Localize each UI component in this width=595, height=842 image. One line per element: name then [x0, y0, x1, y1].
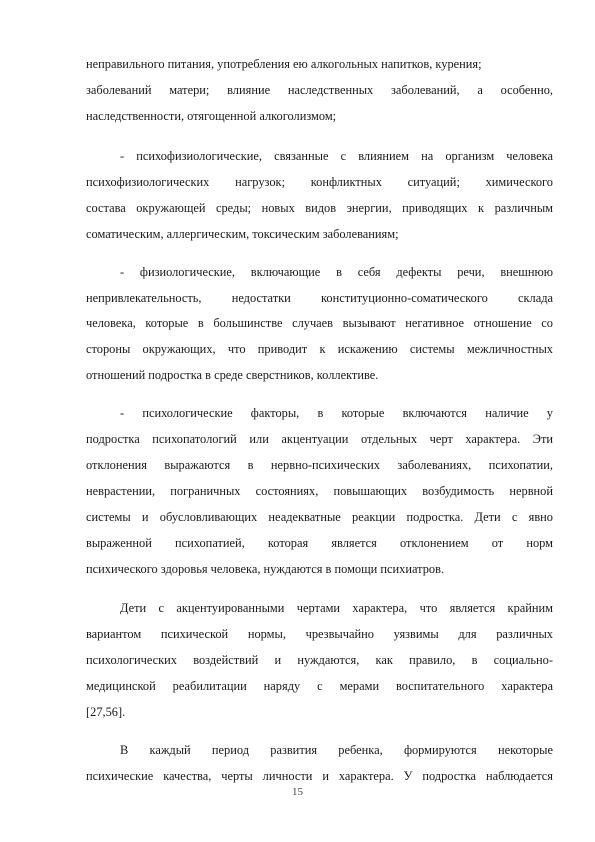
- text-line: психологических воздействий и нуждаются, как правило, в социально-: [86, 653, 553, 667]
- text-line: психофизиологических нагрузок; конфликтных ситуаций; химического: [86, 175, 553, 189]
- text-line: - психофизиологические, связанные с влиянием на организм человека: [120, 149, 553, 163]
- text-line: системы и обусловливающих неадекватные реакции подростка. Дети с явно: [86, 510, 553, 524]
- text-line: - физиологические, включающие в себя дефекты речи, внешнюю: [120, 265, 553, 279]
- text-line: отношений подростка в среде сверстников, коллективе.: [86, 368, 379, 382]
- text-line: медицинской реабилитации наряду с мерами воспитательного характера: [86, 679, 553, 693]
- text-line: психические качества, черты личности и характера. У подростка наблюдается: [86, 769, 553, 783]
- text-line: соматическим, аллергическим, токсическим заболеваниям;: [86, 227, 399, 241]
- text-line: неправильного питания, употребления ею алкогольных напитков, курения;: [86, 57, 482, 71]
- text-line: стороны окружающих, что приводит к искажению системы межличностных: [86, 342, 553, 356]
- text-line: человека, которые в большинстве случаев вызывают негативное отношение со: [86, 316, 553, 330]
- text-line: психического здоровья человека, нуждаются в помощи психиатров.: [86, 562, 445, 576]
- text-line: подростка психопатологий или акцентуации отдельных черт характера. Эти: [86, 432, 553, 446]
- text-line: неврастении, пограничных состояниях, повышающих возбудимость нервной: [86, 484, 553, 498]
- text-line: [27,56].: [86, 705, 126, 719]
- page-number: 15: [292, 786, 303, 798]
- text-line: непривлекательность, недостатки конституционно-соматического склада: [86, 291, 553, 305]
- text-line: В каждый период развития ребенка, формируются некоторые: [120, 743, 553, 757]
- text-line: наследственности, отягощенной алкоголизмом;: [86, 109, 337, 123]
- text-line: вариантом психической нормы, чрезвычайно уязвимы для различных: [86, 627, 553, 641]
- text-line: - психологические факторы, в которые включаются наличие у: [120, 406, 553, 420]
- text-line: заболеваний матери; влияние наследственных заболеваний, а особенно,: [86, 83, 553, 97]
- text-line: Дети с акцентуированными чертами характера, что является крайним: [120, 601, 553, 615]
- text-line: выраженной психопатией, которая является отклонением от норм: [86, 536, 553, 550]
- text-line: отклонения выражаются в нервно-психических заболеваниях, психопатии,: [86, 458, 553, 472]
- text-line: состава окружающей среды; новых видов энергии, приводящих к различным: [86, 201, 553, 215]
